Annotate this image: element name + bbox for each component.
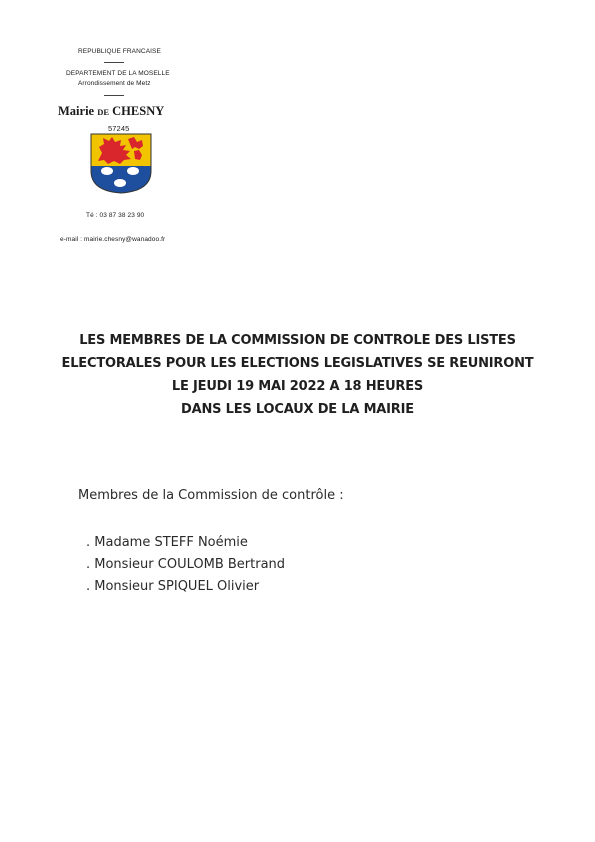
announcement-line-1: LES MEMBRES DE LA COMMISSION DE CONTROLE DES LISTES bbox=[79, 333, 516, 348]
mairie-de: DE bbox=[97, 107, 110, 117]
mairie-title bbox=[58, 104, 164, 119]
republic-label: REPUBLIQUE FRANCAISE bbox=[78, 48, 161, 55]
member-item: . Madame STEFF Noémie bbox=[86, 535, 248, 550]
postcode: 57245 bbox=[108, 124, 130, 133]
header-divider bbox=[104, 62, 124, 63]
announcement-line-4: DANS LES LOCAUX DE LA MAIRIE bbox=[181, 402, 414, 417]
announcement-line-3: LE JEUDI 19 MAI 2022 A 18 HEURES bbox=[171, 379, 424, 394]
arrondissement-label: Arrondissement de Metz bbox=[78, 80, 151, 87]
member-item: . Monsieur COULOMB Bertrand bbox=[86, 557, 286, 572]
roundel bbox=[101, 167, 113, 175]
roundel bbox=[114, 179, 126, 187]
mairie-name: CHESNY bbox=[112, 104, 165, 118]
member-item: . Monsieur SPIQUEL Olivier bbox=[86, 579, 260, 594]
coat-of-arms-icon bbox=[90, 133, 152, 194]
roundel bbox=[127, 167, 139, 175]
email-label: e-mail : mairie.chesny@wanadoo.fr bbox=[60, 236, 166, 243]
members-heading: Membres de la Commission de contrôle : bbox=[78, 488, 344, 503]
department-label: DEPARTEMENT DE LA MOSELLE bbox=[66, 70, 170, 77]
mairie-prefix: Mairie bbox=[58, 104, 95, 118]
phone-label: Té : 03 87 38 23 90 bbox=[86, 212, 145, 219]
announcement-line-2: ELECTORALES POUR LES ELECTIONS LEGISLATIVES SE REUNIRONT bbox=[61, 356, 534, 371]
header-divider bbox=[104, 95, 124, 96]
